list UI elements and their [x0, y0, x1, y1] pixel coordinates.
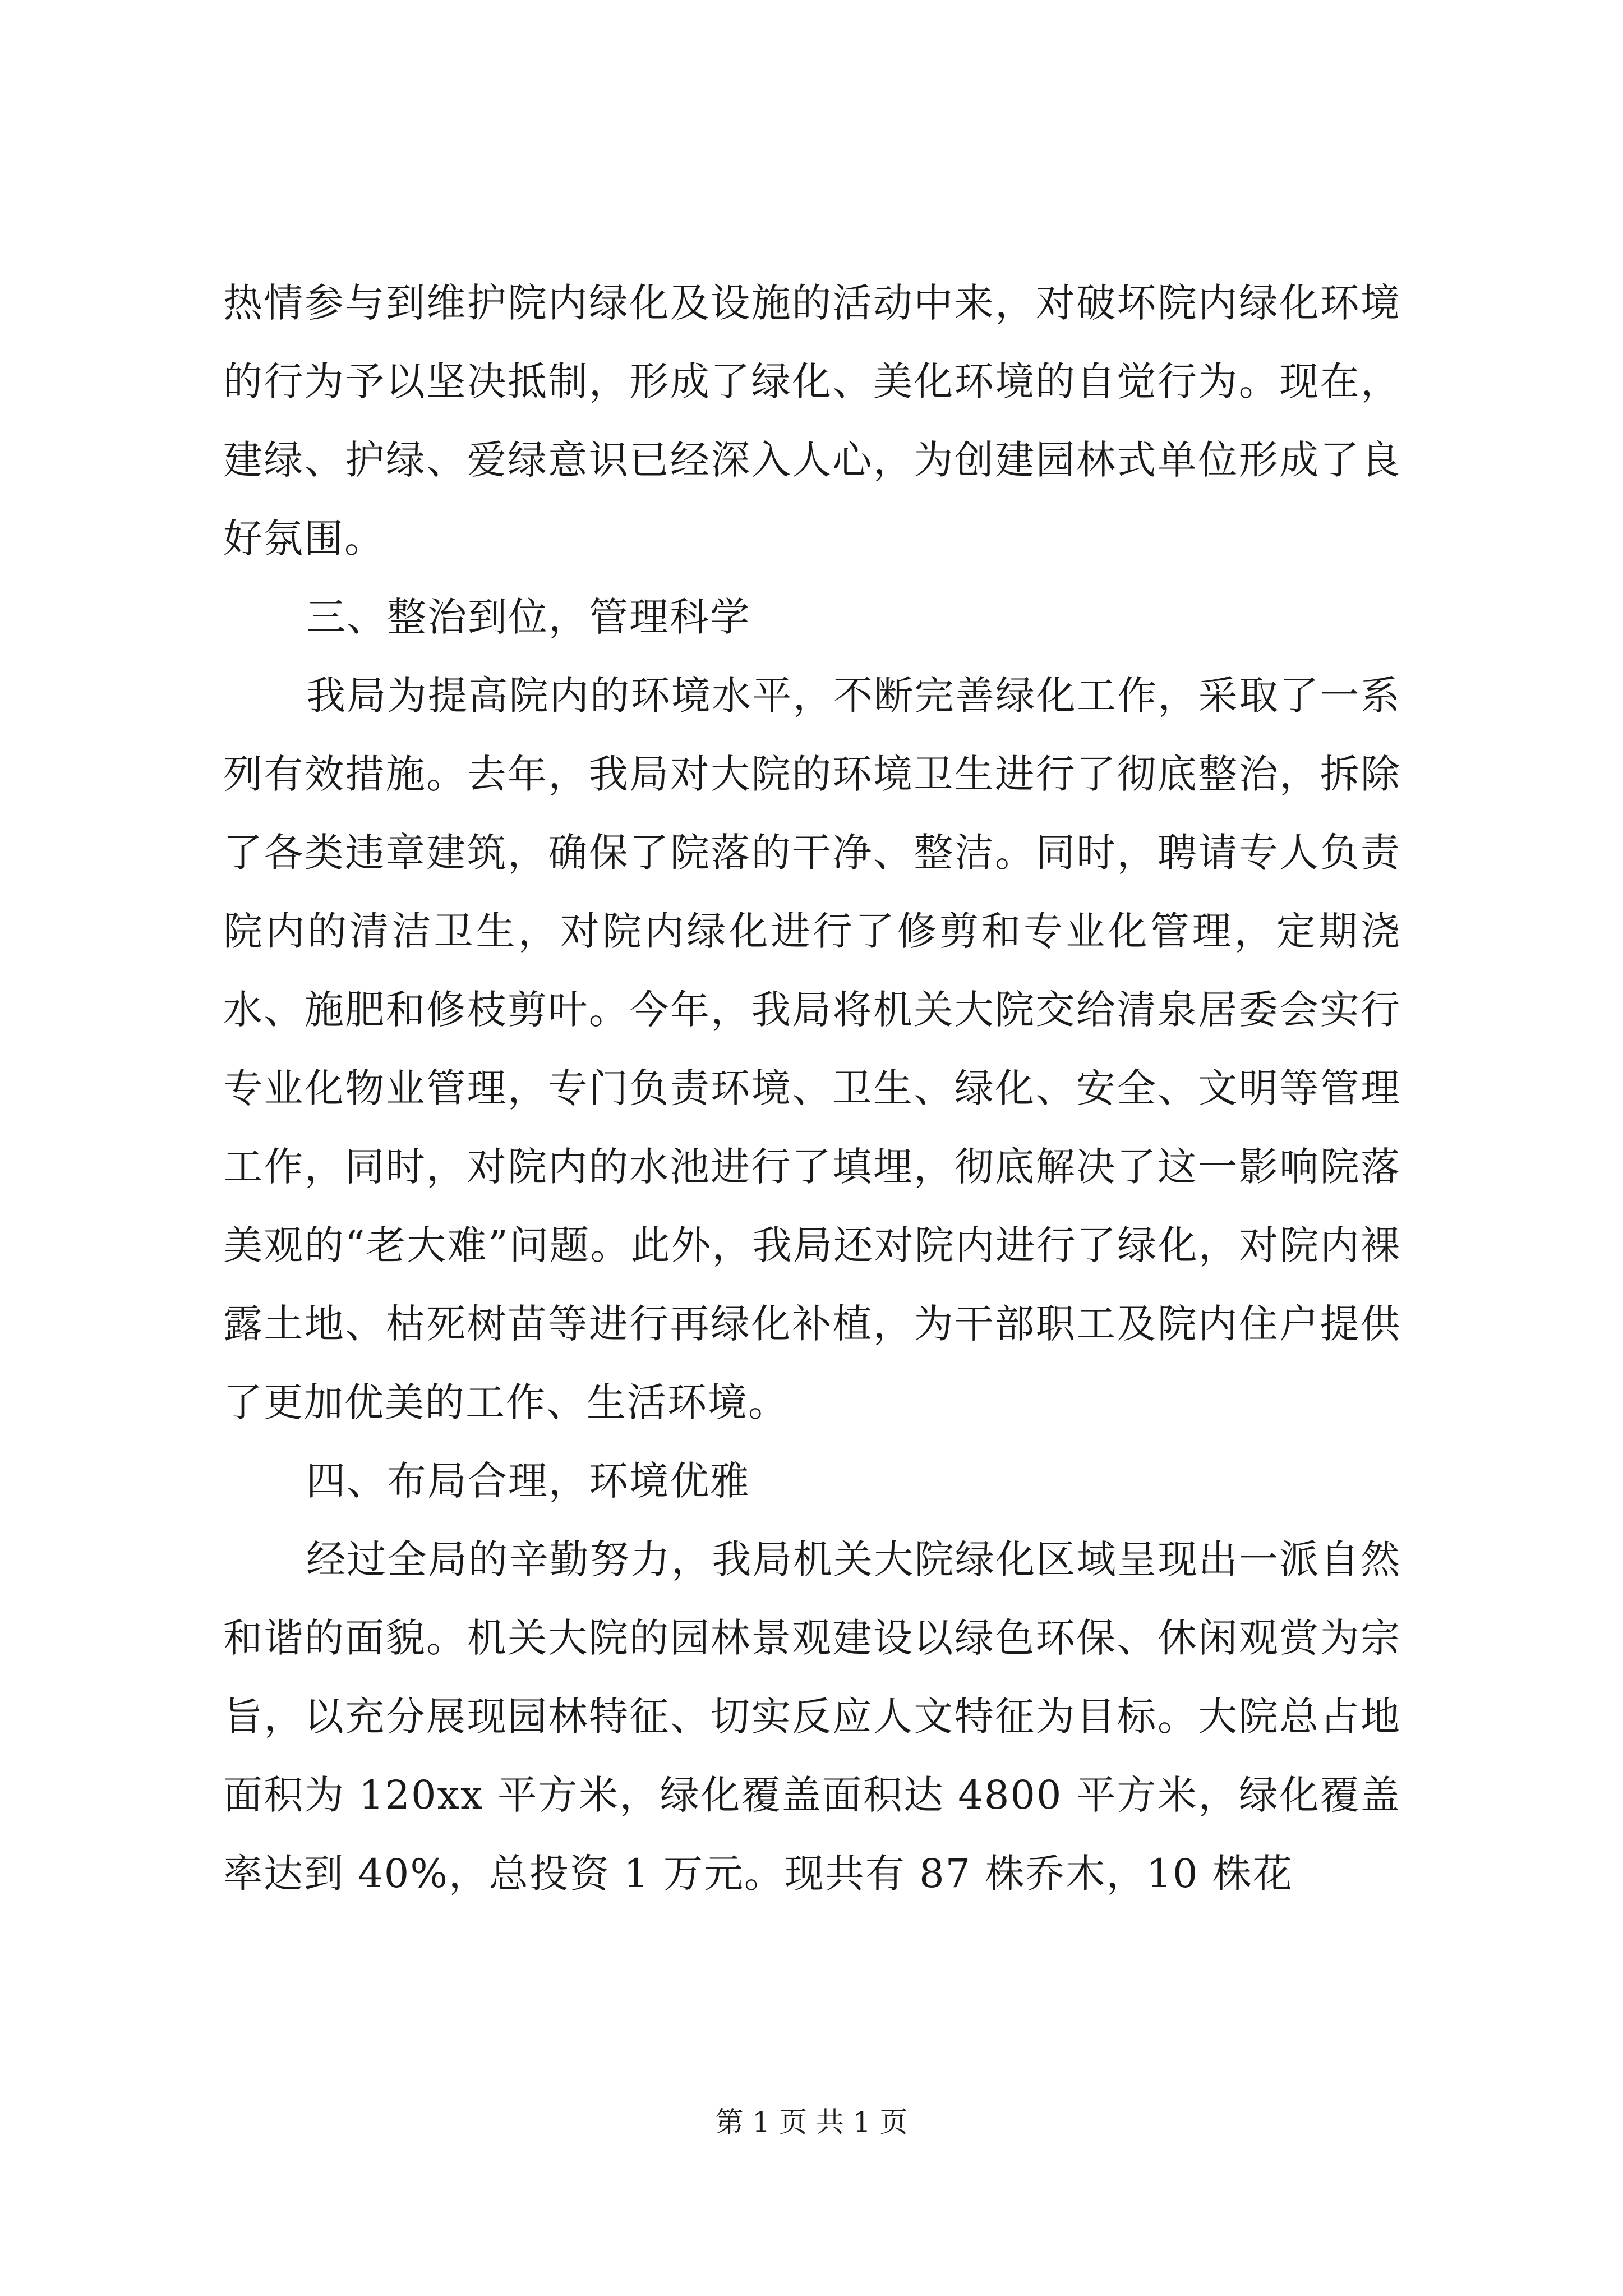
paragraph-continuation: 热情参与到维护院内绿化及设施的活动中来，对破坏院内绿化环境的行为予以坚决抵制，形成了绿化、美化环境的自觉行为。现在，建绿、护绿、爱绿意识已经深入人心，为创建园林式单位形成了良好氛围。 [223, 280, 1401, 562]
section-heading-4: 四、布局合理，环境优雅 [306, 1458, 750, 1504]
paragraph-layout: 经过全局的辛勤努力，我局机关大院绿化区域呈现出一派自然和谐的面貌。机关大院的园林景观建设以绿色环保、休闲观赏为宗旨，以充分展现园林特征、切实反应人文特征为目标。大院总占地面积为 120xx 平方米，绿化覆盖面积达 4800 平方米，绿化覆盖率达到 40%，总投资 1 万元。现共有 87 株乔木，10 株花 [223, 1536, 1401, 1897]
document-body [223, 264, 1401, 1913]
page-footer: 第 1 页 共 1 页 [715, 2106, 908, 2138]
section-heading-3: 三、整治到位，管理科学 [306, 594, 750, 640]
paragraph-management: 我局为提高院内的环境水平，不断完善绿化工作，采取了一系列有效措施。去年，我局对大院的环境卫生进行了彻底整治，拆除了各类违章建筑，确保了院落的干净、整洁。同时，聘请专人负责院内的清洁卫生，对院内绿化进行了修剪和专业化管理，定期浇水、施肥和修枝剪叶。今年，我局将机关大院交给清泉居委会实行专业化物业管理，专门负责环境、卫生、绿化、安全、文明等管理工作，同时，对院内的水池进行了填埋，彻底解决了这一影响院落美观的“老大难”问题。此外，我局还对院内进行了绿化，对院内裸露土地、枯死树苗等进行再绿化补植，为干部职工及院内住户提供了更加优美的工作、生活环境。 [223, 673, 1401, 1425]
